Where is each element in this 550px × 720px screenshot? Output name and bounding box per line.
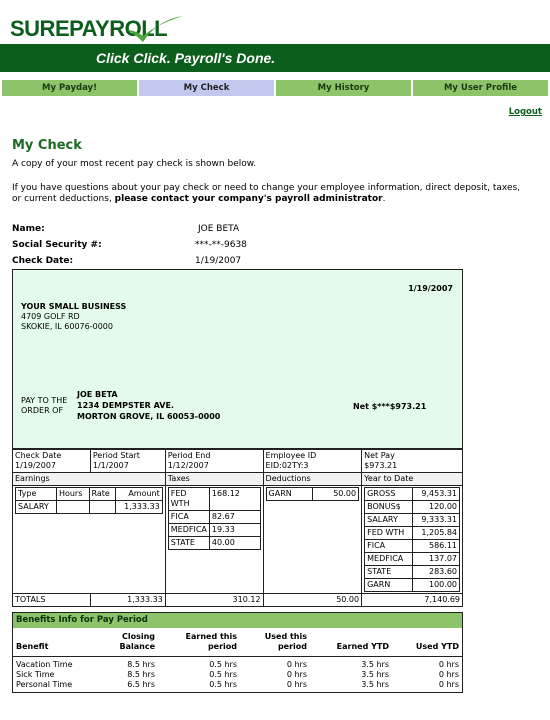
- used-period-header: Used this period: [240, 628, 310, 657]
- earnings-detail: [13, 486, 166, 594]
- period-start-label: Period Start: [92, 451, 140, 460]
- earn-type-header: Type: [16, 488, 57, 501]
- name-label: Name:: [12, 224, 45, 234]
- earn-type: SALARY: [16, 501, 57, 514]
- check-date: 1/19/2007: [408, 284, 453, 293]
- benefit-name: Sick Time: [16, 669, 55, 679]
- earnings-header: Earnings: [13, 473, 166, 486]
- table-row: [168, 511, 260, 524]
- tax-name: STATE: [168, 537, 209, 550]
- check-date-value: 1/19/2007: [195, 256, 242, 266]
- table-row: [16, 501, 163, 514]
- closing-balance: 6.5 hrs: [127, 679, 155, 689]
- benefit-name: Vacation Time: [16, 659, 73, 669]
- ssn-value: ***-**-9638: [195, 240, 247, 250]
- tagline-banner: [0, 44, 550, 72]
- help-suffix: .: [382, 194, 386, 204]
- tax-amount: 82.67: [209, 511, 260, 524]
- earned-period: 0.5 hrs: [209, 679, 237, 689]
- ytd-header: Year to Date: [362, 473, 463, 486]
- earned-period: 0.5 hrs: [209, 669, 237, 679]
- ytd-name: FED WTH: [365, 527, 413, 540]
- period-end-cell: [165, 450, 263, 473]
- help-text: [12, 183, 532, 205]
- ssn-label: Social Security #:: [12, 240, 102, 250]
- ytd-amount: 9,453.31: [413, 488, 460, 501]
- table-row: [365, 488, 460, 501]
- table-row: [365, 527, 460, 540]
- table-row: [266, 488, 359, 501]
- intro-text: A copy of your most recent pay check is shown below.: [12, 159, 257, 169]
- earn-rate: [89, 501, 116, 514]
- used-period: 0 hrs: [286, 659, 307, 669]
- closing-balance: 8.5 hrs: [127, 669, 155, 679]
- table-row: [168, 537, 260, 550]
- earned-ytd: 3.5 hrs: [361, 669, 389, 679]
- pay-to-line-2: ORDER OF: [21, 406, 64, 415]
- check-date-cell: [13, 450, 91, 473]
- pay-to-line-1: PAY TO THE: [21, 396, 68, 405]
- help-prefix: If you have questions about your pay check or need to change your employee information, direct deposit, taxes, or current deductions,: [12, 183, 521, 204]
- earned-ytd-header: Earned YTD: [310, 628, 392, 657]
- total-earnings: 1,333.33: [90, 594, 165, 607]
- total-ytd: 7,140.69: [362, 594, 463, 607]
- pay-to-label: [21, 396, 67, 416]
- earnings-table: [15, 487, 163, 514]
- deduction-name: GARN: [266, 488, 313, 501]
- table-row: [365, 514, 460, 527]
- ytd-amount: 586.11: [413, 540, 460, 553]
- stub-check-date: 1/19/2007: [15, 461, 57, 470]
- ytd-name: BONUS$: [365, 501, 413, 514]
- used-ytd: 0 hrs: [438, 679, 459, 689]
- payee-address-2: MORTON GROVE, IL 60053-0000: [77, 412, 221, 421]
- ytd-name: MEDFICA: [365, 553, 413, 566]
- ytd-amount: 1,205.84: [413, 527, 460, 540]
- tab-my-history[interactable]: My History: [276, 80, 413, 96]
- tax-name: FED WTH: [168, 488, 209, 511]
- main-nav: [2, 80, 550, 96]
- earn-hours-header: Hours: [56, 488, 89, 501]
- table-row: [365, 566, 460, 579]
- company-address-1: 4709 GOLF RD: [21, 312, 80, 321]
- tagline: Click Click. Payroll's Done.: [96, 50, 276, 66]
- earn-amount: 1,333.33: [116, 501, 163, 514]
- period-end: 1/12/2007: [167, 461, 209, 470]
- payee-name: JOE BETA: [77, 390, 118, 399]
- name-value: JOE BETA: [198, 224, 240, 234]
- employee-id-label: Employee ID: [265, 451, 317, 460]
- used-ytd-header: Used YTD: [392, 628, 462, 657]
- ytd-amount: 100.00: [413, 579, 460, 592]
- table-row: [168, 524, 260, 537]
- table-row: [13, 670, 462, 680]
- earned-ytd: 3.5 hrs: [361, 659, 389, 669]
- used-ytd: 0 hrs: [438, 659, 459, 669]
- earn-rate-header: Rate: [89, 488, 116, 501]
- taxes-table: [168, 487, 261, 550]
- ytd-table: [364, 487, 460, 592]
- page-title: My Check: [12, 138, 82, 153]
- used-period: 0 hrs: [286, 669, 307, 679]
- used-ytd: 0 hrs: [438, 669, 459, 679]
- ytd-detail: [362, 486, 463, 594]
- earned-ytd: 3.5 hrs: [361, 679, 389, 689]
- taxes-detail: [165, 486, 263, 594]
- total-deductions: 50.00: [263, 594, 362, 607]
- tax-name: FICA: [168, 511, 209, 524]
- closing-balance-header: Closing Balance: [96, 628, 158, 657]
- ytd-name: GARN: [365, 579, 413, 592]
- earned-period-header: Earned this period: [158, 628, 240, 657]
- logo-sure: SURE: [10, 16, 70, 41]
- total-taxes: 310.12: [165, 594, 263, 607]
- stub-check-date-label: Check Date: [15, 451, 62, 460]
- benefit-name: Personal Time: [16, 679, 73, 689]
- earned-period: 0.5 hrs: [209, 659, 237, 669]
- period-start-cell: [90, 450, 165, 473]
- ytd-amount: 9,333.31: [413, 514, 460, 527]
- header: [0, 0, 550, 44]
- ytd-name: FICA: [365, 540, 413, 553]
- ytd-amount: 283.60: [413, 566, 460, 579]
- net-pay-label: Net Pay: [364, 451, 395, 460]
- table-row: [365, 579, 460, 592]
- tax-amount: 168.12: [209, 488, 260, 511]
- earn-amount-header: Amount: [116, 488, 163, 501]
- help-bold: please contact your company's payroll administrator: [114, 194, 383, 204]
- company-address-2: SKOKIE, IL 60076-0000: [21, 322, 113, 331]
- check-date-label: Check Date:: [12, 256, 74, 266]
- table-row: [13, 680, 462, 690]
- tab-my-payday[interactable]: My Payday!: [2, 80, 139, 96]
- used-period: 0 hrs: [286, 679, 307, 689]
- pay-check: [12, 269, 463, 449]
- tax-name: MEDFICA: [168, 524, 209, 537]
- net-pay-cell: [362, 450, 463, 473]
- deductions-table: [266, 487, 360, 501]
- deductions-detail: [263, 486, 362, 594]
- taxes-header: Taxes: [165, 473, 263, 486]
- employee-id-cell: [263, 450, 362, 473]
- net-amount: Net $***$973.21: [353, 402, 427, 411]
- payee: [77, 389, 220, 422]
- ytd-name: SALARY: [365, 514, 413, 527]
- net-pay: $973.21: [364, 461, 398, 470]
- deduction-amount: 50.00: [313, 488, 359, 501]
- tax-amount: 40.00: [209, 537, 260, 550]
- employee-id: EID:02TY:3: [265, 461, 309, 470]
- benefits-title: Benefits Info for Pay Period: [13, 613, 462, 628]
- table-row: [13, 660, 462, 670]
- logout-link[interactable]: Logout: [508, 107, 542, 117]
- checkmark-icon: [125, 14, 185, 44]
- payee-address-1: 1234 DEMPSTER AVE.: [77, 401, 174, 410]
- table-row: [365, 553, 460, 566]
- earn-hours: [56, 501, 89, 514]
- benefits-panel: [12, 612, 463, 693]
- benefit-header: Benefit: [13, 628, 96, 657]
- table-row: [365, 501, 460, 514]
- deductions-header: Deductions: [263, 473, 362, 486]
- company-address: [21, 302, 126, 332]
- tab-my-user-profile[interactable]: My User Profile: [413, 80, 550, 96]
- totals-label: TOTALS: [13, 594, 91, 607]
- ytd-name: STATE: [365, 566, 413, 579]
- tab-my-check[interactable]: My Check: [139, 80, 276, 96]
- period-start: 1/1/2007: [92, 461, 129, 470]
- table-row: [168, 488, 260, 511]
- closing-balance: 8.5 hrs: [127, 659, 155, 669]
- ytd-amount: 120.00: [413, 501, 460, 514]
- logo-payroll: PAYROLL: [69, 16, 168, 41]
- period-end-label: Period End: [167, 451, 211, 460]
- tax-amount: 19.33: [209, 524, 260, 537]
- pay-stub: [12, 449, 463, 607]
- ytd-amount: 137.07: [413, 553, 460, 566]
- table-row: [365, 540, 460, 553]
- ytd-name: GROSS: [365, 488, 413, 501]
- company-name: YOUR SMALL BUSINESS: [21, 302, 127, 311]
- benefits-table: [13, 628, 462, 692]
